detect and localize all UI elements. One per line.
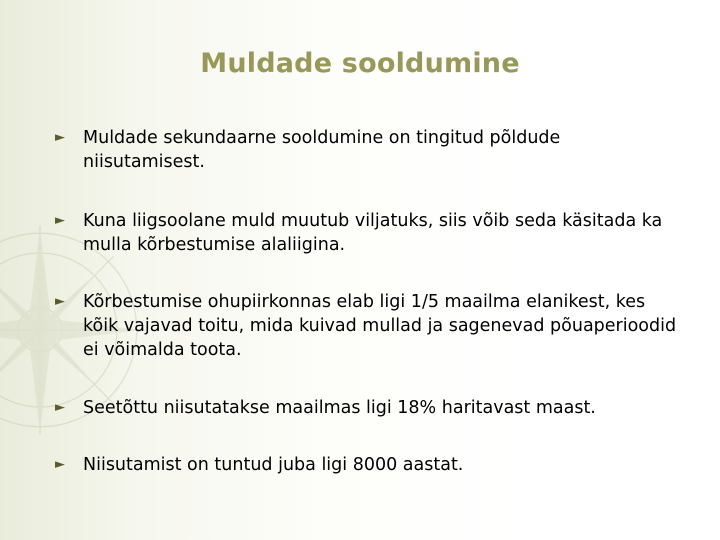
bullet-text: Seetõttu niisutatakse maailmas ligi 18% haritavast maast.	[83, 398, 596, 418]
bullet-text: Muldade sekundaarne sooldumine on tingitud põldude niisutamisest.	[83, 128, 561, 172]
bullet-arrow-icon: ►	[55, 294, 65, 309]
bullet-item	[55, 126, 685, 174]
bullet-arrow-icon: ►	[55, 400, 65, 415]
bullet-arrow-icon: ►	[55, 213, 65, 228]
bullet-text: Kõrbestumise ohupiirkonnas elab ligi 1/5 maailma elanikest, kes kõik vajavad toitu, mida kuivad mullad ja sagenevad põuaperioodid ei võimalda toota.	[83, 292, 677, 360]
bullet-item	[55, 209, 685, 257]
bullet-arrow-icon: ►	[55, 130, 65, 145]
bullet-text: Kuna liigsoolane muld muutub viljatuks, siis võib seda käsitada ka mulla kõrbestumise alaliigina.	[83, 211, 663, 255]
bullet-item	[55, 396, 685, 420]
slide-title: Muldade sooldumine	[200, 48, 520, 79]
bullet-arrow-icon: ►	[55, 457, 65, 472]
bullet-item	[55, 290, 685, 362]
bullet-item	[55, 453, 685, 477]
bullet-text: Niisutamist on tuntud juba ligi 8000 aastat.	[83, 455, 464, 475]
